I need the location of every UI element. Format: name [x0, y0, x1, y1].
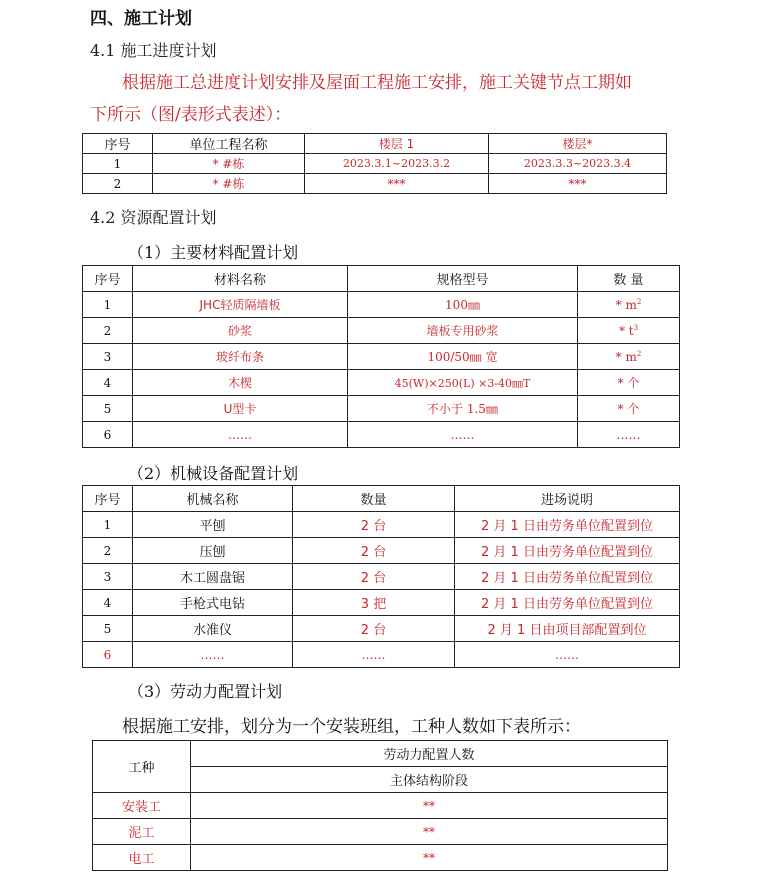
material-name: JHC轻质隔墙板 — [133, 292, 348, 318]
floor-x-date: 2023.3.3~2023.3.4 — [489, 154, 667, 174]
schedule-header-row — [83, 134, 667, 154]
table-row — [93, 819, 668, 845]
heading-4-1: 4.1 施工进度计划 — [90, 41, 217, 60]
table-row — [83, 422, 680, 448]
schedule-paragraph-line1: 根据施工总进度计划安排及屋面工程施工安排，施工关键节点工期如 — [122, 73, 632, 93]
row-index: 1 — [83, 154, 153, 174]
col-machine-count: 数量 — [293, 486, 455, 512]
trade-count: ** — [191, 845, 668, 871]
row-index: 6 — [83, 422, 133, 448]
labor-header-row — [93, 741, 668, 767]
table-row — [83, 512, 680, 538]
table-row — [83, 292, 680, 318]
labor-title: （3）劳动力配置计划 — [128, 682, 283, 701]
machinery-table — [82, 485, 680, 668]
col-floor-1: 楼层 1 — [305, 134, 489, 154]
arrival-note: 2 月 1 日由劳务单位配置到位 — [455, 564, 680, 590]
row-index: 2 — [83, 174, 153, 194]
material-name: 砂浆 — [133, 318, 348, 344]
trade-name: 泥工 — [93, 819, 191, 845]
floor-1-date: 2023.3.1~2023.3.2 — [305, 154, 489, 174]
material-name: 玻纤布条 — [133, 344, 348, 370]
machine-name: 水准仪 — [133, 616, 293, 642]
machine-name: 平刨 — [133, 512, 293, 538]
schedule-table — [82, 133, 667, 194]
table-row — [83, 564, 680, 590]
row-index: 3 — [83, 564, 133, 590]
material-spec: 墙板专用砂浆 — [348, 318, 578, 344]
unit-name: * #栋 — [153, 154, 305, 174]
material-spec: …… — [348, 422, 578, 448]
machine-name: 木工圆盘锯 — [133, 564, 293, 590]
heading-4-2: 4.2 资源配置计划 — [90, 208, 217, 227]
floor-1-date: *** — [305, 174, 489, 194]
table-row — [83, 396, 680, 422]
row-index: 3 — [83, 344, 133, 370]
table-row — [83, 370, 680, 396]
trade-name: 安装工 — [93, 793, 191, 819]
table-row — [83, 174, 667, 194]
material-spec: 不小于 1.5㎜ — [348, 396, 578, 422]
row-index: 1 — [83, 292, 133, 318]
col-labor-count: 劳动力配置人数 — [191, 741, 668, 767]
table-row — [93, 845, 668, 871]
machinery-header-row — [83, 486, 680, 512]
col-index: 序号 — [83, 486, 133, 512]
material-spec: 45(W)×250(L) ×3-40㎜T — [348, 370, 578, 396]
col-quantity: 数 量 — [578, 266, 680, 292]
material-spec: 100㎜ — [348, 292, 578, 318]
labor-paragraph: 根据施工安排，划分为一个安装班组，工种人数如下表所示： — [122, 717, 581, 737]
col-trade: 工种 — [93, 741, 191, 793]
materials-title: （1）主要材料配置计划 — [128, 243, 299, 262]
row-index: 6 — [83, 642, 133, 668]
table-row — [83, 538, 680, 564]
material-spec: 100/50㎜ 宽 — [348, 344, 578, 370]
table-row — [83, 642, 680, 668]
arrival-note: 2 月 1 日由劳务单位配置到位 — [455, 538, 680, 564]
col-arrival-note: 进场说明 — [455, 486, 680, 512]
material-name: U型卡 — [133, 396, 348, 422]
material-quantity: * $m^2$ — [578, 292, 680, 318]
row-index: 2 — [83, 538, 133, 564]
arrival-note: 2 月 1 日由劳务单位配置到位 — [455, 590, 680, 616]
labor-table — [92, 740, 668, 871]
floor-x-date: *** — [489, 174, 667, 194]
table-row — [83, 344, 680, 370]
table-row — [83, 616, 680, 642]
arrival-note: …… — [455, 642, 680, 668]
col-index: 序号 — [83, 266, 133, 292]
col-spec: 规格型号 — [348, 266, 578, 292]
trade-count: ** — [191, 793, 668, 819]
machine-name: 压刨 — [133, 538, 293, 564]
materials-header-row — [83, 266, 680, 292]
table-row — [93, 793, 668, 819]
arrival-note: 2 月 1 日由项目部配置到位 — [455, 616, 680, 642]
machine-count: 2 台 — [293, 564, 455, 590]
machine-count: 2 台 — [293, 512, 455, 538]
table-row — [83, 590, 680, 616]
machinery-title: （2）机械设备配置计划 — [128, 464, 299, 483]
materials-table — [82, 265, 680, 448]
material-quantity: * $m^2$ — [578, 344, 680, 370]
trade-name: 电工 — [93, 845, 191, 871]
material-quantity: * 个 — [578, 370, 680, 396]
row-index: 2 — [83, 318, 133, 344]
col-unit-name: 单位工程名称 — [153, 134, 305, 154]
unit-name: * #栋 — [153, 174, 305, 194]
table-row — [83, 318, 680, 344]
col-floor-x: 楼层* — [489, 134, 667, 154]
col-index: 序号 — [83, 134, 153, 154]
schedule-paragraph-line2: 下所示（图/表形式表述）： — [90, 105, 292, 125]
machine-name: 手枪式电钻 — [133, 590, 293, 616]
arrival-note: 2 月 1 日由劳务单位配置到位 — [455, 512, 680, 538]
table-row — [83, 154, 667, 174]
row-index: 5 — [83, 396, 133, 422]
row-index: 4 — [83, 370, 133, 396]
machine-count: …… — [293, 642, 455, 668]
material-name: 木楔 — [133, 370, 348, 396]
section-title: 四、施工计划 — [90, 9, 192, 29]
machine-count: 2 台 — [293, 538, 455, 564]
material-quantity: …… — [578, 422, 680, 448]
col-machine-name: 机械名称 — [133, 486, 293, 512]
col-material-name: 材料名称 — [133, 266, 348, 292]
col-stage: 主体结构阶段 — [191, 767, 668, 793]
machine-count: 2 台 — [293, 616, 455, 642]
row-index: 5 — [83, 616, 133, 642]
machine-name: …… — [133, 642, 293, 668]
material-quantity: * $t^3$ — [578, 318, 680, 344]
material-name: …… — [133, 422, 348, 448]
machine-count: 3 把 — [293, 590, 455, 616]
row-index: 1 — [83, 512, 133, 538]
trade-count: ** — [191, 819, 668, 845]
row-index: 4 — [83, 590, 133, 616]
material-quantity: * 个 — [578, 396, 680, 422]
